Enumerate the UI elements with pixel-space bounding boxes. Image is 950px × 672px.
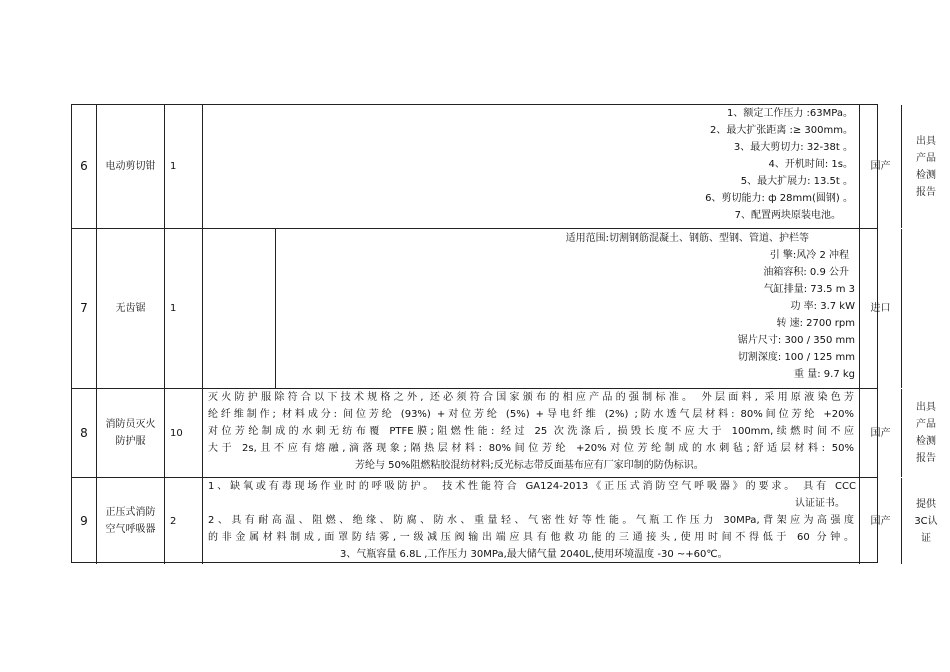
item-quantity: 2 xyxy=(165,478,203,564)
row-number: 6 xyxy=(72,105,97,228)
spec-line: 锯片尺寸: 300 / 350 mm xyxy=(737,335,855,346)
spec-line: 引 擎:风冷 2 冲程 xyxy=(769,250,849,261)
row-number: 7 xyxy=(72,229,97,388)
spec-line: 切割深度: 100 / 125 mm xyxy=(737,352,855,363)
item-spec xyxy=(276,229,860,388)
spec-line: 油箱容积: 0.9 公升 xyxy=(763,267,849,278)
row-number: 8 xyxy=(72,389,97,477)
spec-line: 的非金属材料制成,面罩防结雾,一级减压阀输出端应具有他救功能的三通接头,使用时间不得低于 60 分钟。 xyxy=(208,532,854,543)
spec-line: 7、配置两块原装电池。 xyxy=(734,210,841,221)
item-name: 正压式消防空气呼吸器 xyxy=(97,478,165,564)
table-row xyxy=(72,229,891,389)
item-note: 出具产品检测报告 xyxy=(916,402,936,464)
item-origin: 国产 xyxy=(860,478,902,564)
item-spec xyxy=(203,478,860,564)
spec-line: 4、开机时间: 1s。 xyxy=(768,159,853,170)
spec-line: 对位芳纶制成的水刺无纺布覆 PTFE膜;阻燃性能: 经过 25 次洗涤后, 损毁长度不应大于 100mm,续燃时间不应 xyxy=(208,426,854,437)
table-row xyxy=(72,478,938,564)
item-name: 电动剪切钳 xyxy=(97,105,165,228)
item-origin: 进口 xyxy=(860,229,902,388)
spec-line: 5、最大扩展力: 13.5t 。 xyxy=(740,176,853,187)
spec-line: 纶纤维制作; 材料成分: 间位芳纶 (93%) +对位芳纶 (5%) +导电纤维 (2%) ;防水透气层材料: 80%间位芳纶 +20% xyxy=(208,409,854,420)
item-quantity: 1 xyxy=(165,229,203,388)
item-spec xyxy=(203,389,860,477)
spec-line: 3、气瓶容量 6.8L ,工作压力 30MPa,最大储气量 2040L,使用环境温度 -30 ~+60℃。 xyxy=(340,549,728,560)
spec-line: 1、额定工作压力 :63MPa。 xyxy=(727,108,853,119)
spec-line: 2、具有耐高温、阻燃、绝缘、防腐、防水、重量轻、气密性好等性能。气瓶工作压力 30MPa,背架应为高强度 xyxy=(208,515,854,526)
item-note xyxy=(902,229,950,388)
spacer-cell xyxy=(203,229,276,388)
item-origin: 国产 xyxy=(860,389,902,477)
spec-line: 功 率: 3.7 kW xyxy=(790,301,855,312)
item-name: 消防员灭火防护服 xyxy=(97,389,165,477)
table-row xyxy=(72,389,936,478)
item-spec xyxy=(203,105,860,228)
item-note: 出具产品检测报告 xyxy=(916,135,936,198)
spec-line: 芳纶与 50%阻燃粘胶混纺材料;反光标志带反面基布应有厂家印制的防伪标识。 xyxy=(355,460,704,471)
item-quantity: 1 xyxy=(165,105,203,228)
spec-line: 转 速: 2700 rpm xyxy=(776,318,855,329)
item-origin: 国产 xyxy=(860,105,902,228)
table-row xyxy=(72,105,936,229)
spec-line: 气缸排量: 73.5 m 3 xyxy=(763,284,855,295)
spec-line: 适用范围:切割钢筋混凝土、钢筋、型钢、管道、护栏等 xyxy=(565,233,809,244)
spec-line: 重 量: 9.7 kg xyxy=(794,369,855,380)
row-number: 9 xyxy=(72,478,97,564)
spec-line: 2、最大扩张距离 :≥ 300mm。 xyxy=(709,125,853,136)
spec-line: 认证证书。 xyxy=(795,498,845,509)
spec-line: 3、最大剪切力: 32-38t 。 xyxy=(733,142,853,153)
item-name: 无齿锯 xyxy=(97,229,165,388)
spec-line: 6、剪切能力: ф 28mm(圆钢) 。 xyxy=(705,193,853,204)
spec-line: 灭火防护服除符合以下技术规格之外, 还必须符合国家颁布的相应产品的强制标准。 外层面料, 采用原液染色芳 xyxy=(208,392,854,403)
spec-table xyxy=(71,104,938,563)
item-note: 提供3C认证 xyxy=(914,498,938,544)
spec-line: 大于 2s,且不应有熔融,滴落现象;隔热层材料: 80%间位芳纶 +20%对位芳纶制成的水刺毡;舒适层材料: 50% xyxy=(208,443,854,454)
item-quantity: 10 xyxy=(165,389,203,477)
spec-line: 1、缺氧或有毒现场作业时的呼吸防护。 技术性能符合 GA124-2013《正压式消防空气呼吸器》的要求。 具有 CCC xyxy=(208,481,856,492)
